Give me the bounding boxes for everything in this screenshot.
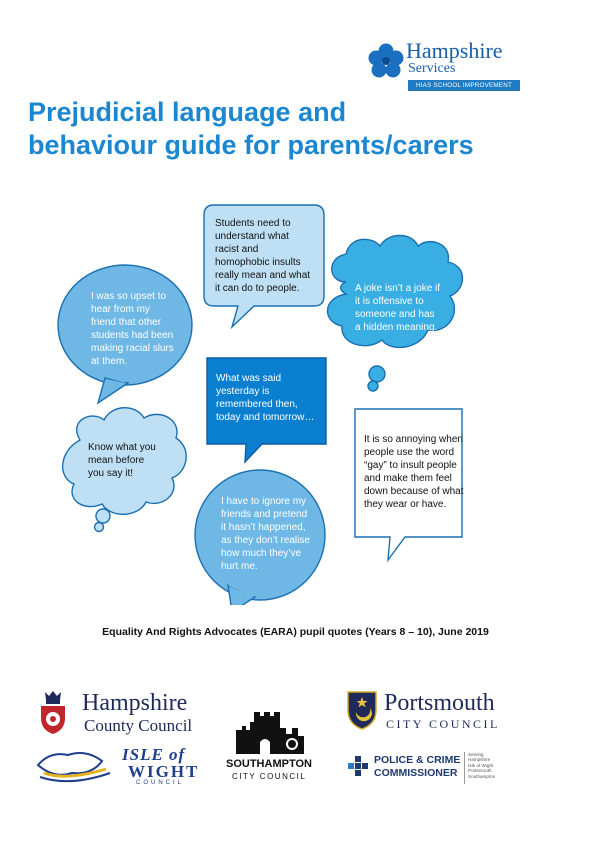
- quote-7-line: how much they’ve: [221, 548, 302, 559]
- divider: [464, 752, 465, 784]
- quote-text-7: [221, 495, 310, 573]
- quote-5-line: Know what you: [88, 442, 156, 453]
- quote-2-line: students had been: [91, 330, 174, 341]
- quote-4-line: yesterday is: [216, 386, 270, 397]
- quote-6-line: “gay” to insult people: [364, 460, 457, 471]
- quote-text-2: [91, 290, 174, 368]
- police-line2: COMMISSIONER: [374, 767, 458, 779]
- quote-5-line: you say it!: [88, 468, 134, 479]
- pcc-name: Portsmouth: [384, 690, 495, 716]
- quote-7-line: hurt me.: [221, 561, 258, 572]
- area-line: Isle of Wight: [468, 762, 494, 768]
- pcc-sub: CITY COUNCIL: [386, 717, 500, 731]
- quote-6-line: down because of what: [364, 486, 464, 497]
- island-icon: [36, 747, 114, 783]
- iow-line3: COUNCIL: [136, 780, 185, 786]
- quote-1-line: racist and: [215, 244, 259, 255]
- quote-1-line: really mean and what: [215, 270, 311, 281]
- caption: Equality And Rights Advocates (EARA) pupil quotes (Years 8 – 10), June 2019: [102, 626, 489, 638]
- area-line: Serving: [468, 752, 484, 757]
- isle-of-wight-logo: [36, 743, 201, 789]
- title-line-1: Prejudicial language and: [28, 97, 347, 127]
- blocks-icon: [348, 756, 368, 776]
- quote-2-line: at them.: [91, 356, 128, 367]
- quote-6-line: and make them feel: [364, 473, 452, 484]
- quote-3-line: a hidden meaning.: [355, 322, 438, 333]
- quote-4-line: remembered then,: [216, 399, 298, 410]
- quote-2-line: making racial slurs: [91, 343, 174, 354]
- brand-sub: Services: [408, 61, 456, 76]
- brand-name: Hampshire: [406, 38, 503, 63]
- quote-4-line: What was said: [216, 373, 282, 384]
- soton-line2: CITY COUNCIL: [232, 772, 307, 781]
- quote-6-line: people use the word: [364, 447, 455, 458]
- quote-3-line: someone and has: [355, 309, 435, 320]
- quote-7-line: as they don’t realise: [221, 535, 310, 546]
- quote-7-line: it hasn’t happened,: [221, 522, 306, 533]
- quote-6-line: they wear or have.: [364, 499, 447, 510]
- quote-text-3: [355, 282, 440, 334]
- quote-7-line: I have to ignore my: [221, 496, 307, 507]
- hampshire-county-council-logo: [36, 690, 206, 738]
- portsmouth-logo: [346, 690, 516, 734]
- police-line1: POLICE & CRIME: [374, 754, 461, 766]
- area-line: Southampton: [468, 773, 496, 779]
- quote-3-line: A joke isn’t a joke if: [355, 283, 441, 294]
- quote-text-5: [88, 441, 156, 480]
- crest-icon: [36, 690, 70, 736]
- hcc-sub: County Council: [84, 716, 193, 735]
- quote-text-1: [215, 217, 310, 295]
- police-served-areas: [468, 752, 495, 779]
- flower-icon: [366, 42, 406, 82]
- soton-line1: SOUTHAMPTON: [226, 758, 312, 770]
- portsmouth-crest-icon: [346, 690, 378, 730]
- police-crime-commissioner-logo: [348, 750, 508, 786]
- iow-line2: WIGHT: [128, 762, 200, 781]
- quote-5-line: mean before: [88, 455, 145, 466]
- quote-1-line: Students need to: [215, 218, 291, 229]
- quote-2-line: friend that other: [91, 317, 162, 328]
- quote-1-line: understand what: [215, 231, 289, 242]
- quote-text-6: [364, 433, 464, 511]
- area-line: Hampshire: [468, 757, 491, 763]
- quote-2-line: hear from my: [91, 304, 150, 315]
- quote-1-line: it can do to people.: [215, 283, 300, 294]
- quote-3-line: it is offensive to: [355, 296, 424, 307]
- quote-6-line: It is so annoying when: [364, 434, 463, 445]
- castle-icon: [234, 708, 308, 756]
- title-line-2: behaviour guide for parents/carers: [28, 130, 474, 160]
- hampshire-services-logo: [366, 40, 526, 92]
- quote-text-4: [216, 372, 314, 424]
- quote-1-line: homophobic insults: [215, 257, 301, 268]
- page-title: [28, 96, 474, 162]
- brand-bar: HIAS SCHOOL IMPROVEMENT: [408, 80, 520, 91]
- area-line: Portsmouth: [468, 768, 492, 774]
- southampton-logo: [226, 708, 318, 784]
- quote-2-line: I was so upset to: [91, 291, 167, 302]
- quote-4-line: today and tomorrow…: [216, 412, 315, 423]
- iow-line1: ISLE of: [122, 745, 186, 764]
- quote-7-line: friends and pretend: [221, 509, 308, 520]
- hcc-name: Hampshire: [82, 690, 188, 716]
